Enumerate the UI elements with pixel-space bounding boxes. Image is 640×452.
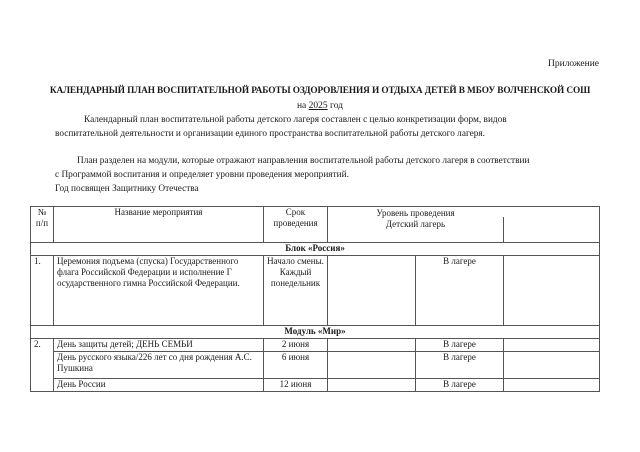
intro-line-2: воспитательной деятельности и организации единого пространства воспитательной работы детского лагеря. [55,129,486,139]
dedication-line: Год посвящен Защитнику Отечества [55,184,199,194]
year-prefix: на [296,101,309,111]
year-line [0,101,640,111]
header-term: Срок проведения [264,207,328,243]
row1-num: 1. [31,256,54,326]
row2-item1-name: День защиты детей; ДЕНЬ СЕМЬИ [54,339,264,352]
intro-line-4: с Программой воспитания и определяет уровни проведения мероприятий. [55,170,349,180]
row2-item2-level: В лагере [416,352,504,379]
row2-item1-term: 2 июня [264,339,328,352]
row1-level: В лагере [416,256,504,326]
row2-item2-name: День русского языка/226 лет со дня рождения А.С. Пушкина [54,352,264,379]
row1-name: Церемония подъема (спуска) Государственного флага Российской Федерации и исполнение Г осударственного гимна Российской Федерации. [54,256,264,326]
row2-item3-term: 12 июня [264,379,328,392]
row1-empty-a [328,256,416,326]
header-camp: Детский лагерь [385,218,446,229]
row2-num: 2. [31,339,54,392]
module-mir: Модуль «Мир» [31,326,600,339]
year-value: 2025 [308,101,328,111]
header-level-cell [328,207,504,243]
block-russia: Блок «Россия» [31,243,600,256]
header-event-name: Название мероприятия [54,207,264,243]
header-num: № п/п [31,207,54,243]
row2-item3-level: В лагере [416,379,504,392]
row2-item2-empty-b [504,352,600,379]
row2-item2-empty-a [328,352,416,379]
intro-line-1: Календарный план воспитательной работы детского лагеря составлен с целью конкретизации форм, видов [84,115,507,125]
year-suffix: год [327,101,344,111]
row2-item1-level: В лагере [416,339,504,352]
header-level: Уровень проведения [376,207,455,218]
row2-item1-empty-b [504,339,600,352]
row2-item2-term: 6 июня [264,352,328,379]
document-title: КАЛЕНДАРНЫЙ ПЛАН ВОСПИТАТЕЛЬНОЙ РАБОТЫ ОЗДОРОВЛЕНИЯ И ОТДЫХА ДЕТЕЙ В МБОУ ВОЛЧЕНСКОЙ СОШ [49,86,591,96]
row2-item3-name: День России [54,379,264,392]
row2-item3-empty-a [328,379,416,392]
events-table [30,206,600,392]
intro-line-3: План разделен на модули, которые отражают направления воспитательной работы детского лагеря в соответствии [77,156,530,166]
row2-item3-empty-b [504,379,600,392]
row2-item1-empty-a [328,339,416,352]
row1-empty-b [504,256,600,326]
row1-term: Начало смены. Каждый понедельник [264,256,328,326]
appendix-label: Приложение [548,59,599,69]
header-empty [504,217,600,243]
